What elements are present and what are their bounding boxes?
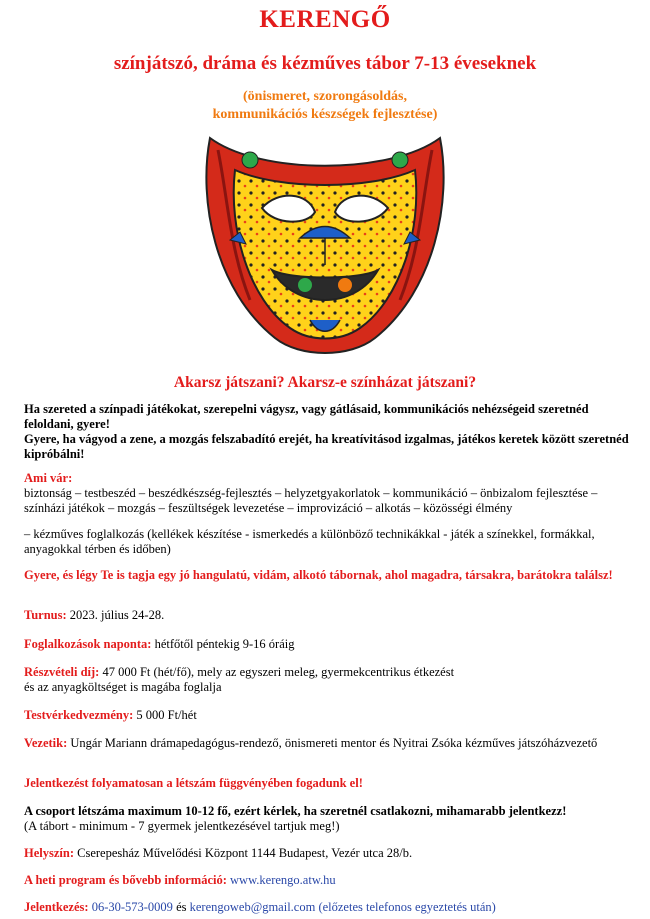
intro-paragraph-2: Gyere, ha vágyod a zene, a mozgás felszabadító erejét, ha kreatívitásod izgalmas, játékos keretek között szeretnéd kipróbálni! [24, 432, 629, 461]
sibling-label: Testvérkedvezmény: [24, 708, 134, 722]
program-label: Ami vár: [24, 471, 73, 485]
website-link[interactable]: www.kerengo.atw.hu [230, 873, 336, 887]
camp-goals [0, 88, 650, 124]
page-title: KERENGŐ [259, 6, 391, 33]
location-value: Cserepesház Művelődési Központ 1144 Budapest, Vezér utca 28/b. [74, 846, 413, 860]
fee-value-continued: és az anyagköltséget is magába foglalja [24, 680, 222, 694]
fee-label: Részvételi díj: [24, 665, 100, 679]
info-label: A heti program és bővebb információ: [24, 873, 227, 887]
info-row [24, 873, 630, 888]
email-link[interactable]: kerengoweb@gmail.com [189, 900, 316, 914]
goals-line-1: (önismeret, szorongásoldás, [243, 89, 407, 104]
fee-value: 47 000 Ft (hét/fő), mely az egyszeri meleg, gyermekcentrikus étkezést [99, 665, 455, 679]
leaders-label: Vezetik: [24, 736, 68, 750]
group-size-text: A csoport létszáma maximum 10-12 fő, ezért kérlek, ha szeretnél csatlakozni, mihamarabb jelentkezz! [24, 804, 567, 818]
group-size-note: (A tábort - minimum - 7 gyermek jelentkezésével tartjuk meg!) [24, 819, 340, 833]
phone-link[interactable]: 06-30-573-0009 [91, 900, 173, 914]
program-line-2: – kézműves foglalkozás (kellékek készítése - ismerkedés a különböző technikákkal - játék a színekkel, formákkal, anyagokkal térben és időben) [24, 527, 595, 556]
headline-question: Akarsz játszani? Akarsz-e színházat játszani? [173, 374, 477, 391]
location-label: Helyszín: [24, 846, 74, 860]
turnus-row [24, 608, 630, 623]
location-row [24, 846, 630, 861]
sessions-value: hétfőtől péntekig 9-16 óráig [151, 637, 295, 651]
program-section [24, 471, 630, 557]
invite-text: Gyere, és légy Te is tagja egy jó hangulatú, vidám, alkotó tábornak, ahol magadra, társakra, barátokra találsz! [24, 568, 613, 582]
sessions-row [24, 637, 630, 652]
contact-label: Jelentkezés: [24, 900, 89, 914]
page-subtitle: színjátszó, dráma és kézműves tábor 7-13 éveseknek [113, 53, 537, 74]
group-size-section [24, 804, 630, 834]
sessions-label: Foglalkozások naponta: [24, 637, 152, 651]
theatre-mask-illustration [200, 130, 450, 362]
leaders-value: Ungár Mariann drámapedagógus-rendező, önismereti mentor és Nyitrai Zsóka kézműves játszóházvezető [67, 736, 598, 750]
contact-row [24, 900, 630, 915]
registration-note: Jelentkezést folyamatosan a létszám függvényében fogadunk el! [24, 776, 363, 790]
turnus-value: 2023. július 24-28. [66, 608, 165, 622]
leaders-row [24, 736, 630, 751]
sibling-discount-row [24, 708, 630, 723]
intro-paragraph-1: Ha szereted a színpadi játékokat, szerepelni vágysz, vagy gátlásaid, kommunikációs nehézségeid szeretnéd feloldani, gyere! [24, 402, 589, 431]
program-line-1: biztonság – testbeszéd – beszédkészség-fejlesztés – helyzetgyakorlatok – kommunikáció – önbizalom fejlesztése – színházi játékok – mozgás – feszültségek levezetése – improvizáció – alkotás – közösségi élmény [24, 486, 598, 515]
turnus-label: Turnus: [24, 608, 67, 622]
sibling-value: 5 000 Ft/hét [133, 708, 197, 722]
goals-line-2: kommunikációs készségek fejlesztése) [212, 107, 438, 122]
contact-note: (előzetes telefonos egyeztetés után) [315, 900, 496, 914]
fee-row [24, 665, 630, 695]
contact-and: és [172, 900, 190, 914]
